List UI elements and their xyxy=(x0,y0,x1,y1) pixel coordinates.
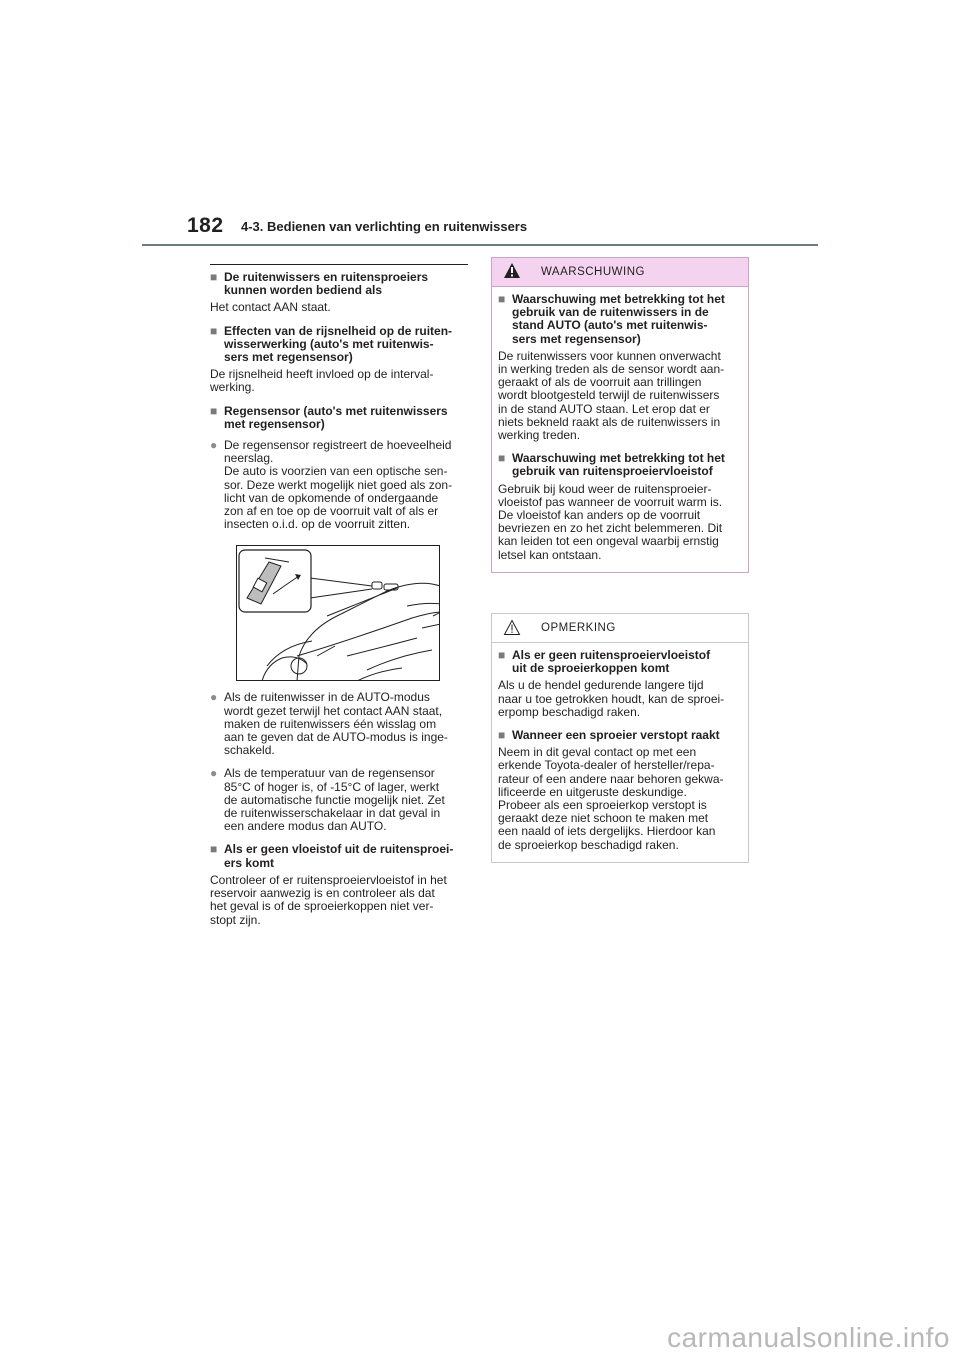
note-body xyxy=(492,643,748,862)
square-marker-icon: ■ xyxy=(498,451,506,466)
note-heading-no-fluid xyxy=(498,649,742,675)
heading-text: Wanneer een sproeier verstopt raakt xyxy=(512,728,720,743)
heading-text: Regensensor (auto's met ruitenwissers met regensensor) xyxy=(224,403,448,431)
left-column xyxy=(210,264,468,937)
heading-text: Waarschuwing met betrekking tot het gebruik van ruitensproeiervloeistof xyxy=(512,451,725,479)
heading-text: Effecten van de rijsnelheid op de ruiten- wisserwerking (auto's met ruitenwis- sers met regensensor) xyxy=(224,323,453,365)
note-header xyxy=(492,614,748,643)
car-windshield-sensor-drawing xyxy=(237,546,440,681)
heading-operable xyxy=(210,271,468,297)
bullet-text: Als de temperatuur van de regensensor 85°C of hoger is, of -15°C of lager, werkt de automatische functie mogelijk niet. Zet de ruitenwisserschakelaar in dat geval in een andere modus dan AUTO. xyxy=(224,766,445,834)
column-top-rule xyxy=(210,264,468,265)
square-marker-icon: ■ xyxy=(498,728,506,743)
warning-paragraph-auto: De ruitenwissers voor kunnen onverwacht in werking treden als de sensor wordt aan- geraakt of als de voorruit aan trillingen wordt blootgesteld terwijl de ruitenwissers in de stand AUTO staan. Let erop dat er niets bekneld raakt als de ruitenwissers in werking treden. xyxy=(498,348,725,443)
square-marker-icon: ■ xyxy=(498,648,506,662)
bullet-text: De regensensor registreert de hoeveelheid neerslag. De auto is voorzien van een optische sen- sor. Deze werkt mogelijk niet goed als zon- licht van de opkomende of ondergaande zon af en toe op de voorruit valt of als er insecten o.i.d. op de voorruit zitten. xyxy=(224,438,453,532)
heading-text: De ruitenwissers en ruitensproeiers kunnen worden bediend als xyxy=(224,270,429,298)
note-box xyxy=(491,613,749,863)
heading-speed-effect xyxy=(210,325,468,365)
paragraph-no-fluid: Controleer of er ruitensproeiervloeistof in het reservoir aanwezig is en controleer als dat het geval is of de sproeierkoppen niet ver- stopt zijn. xyxy=(210,872,447,927)
section-title: 4-3. Bedienen van verlichting en ruitenwissers xyxy=(241,219,528,234)
round-bullet-icon: ● xyxy=(210,438,218,453)
note-paragraph-clogged: Neem in dit geval contact op met een erkende Toyota-dealer of hersteller/repa- rateur of een andere naar behoren gekwa- lificeerde en uitgeruste deskundige. Probeer als een sproeierkop verstopt is geraakt deze niet schoon te maken met een naald of iets dergelijks. Hierdoor kan de sproeierkop beschadigd raken. xyxy=(498,745,724,852)
bullet-auto-mode xyxy=(210,691,468,757)
square-marker-icon: ■ xyxy=(210,403,218,418)
heading-rain-sensor xyxy=(210,405,468,431)
note-title: OPMERKING xyxy=(541,622,616,634)
square-marker-icon: ■ xyxy=(498,292,506,306)
bullet-temperature xyxy=(210,767,468,833)
heading-no-fluid xyxy=(210,843,468,869)
warning-triangle-icon xyxy=(503,262,521,279)
warning-paragraph-fluid: Gebruik bij koud weer de ruitensproeier- vloeistof pas wanneer de voorruit warm is. De vloeistof kan anders op de voorruit bevriezen en zo het zicht belemmeren. Dit kan leiden tot een ongeval waarbij ernstig letsel kan ontstaan. xyxy=(498,481,723,562)
warning-heading-fluid xyxy=(498,452,742,478)
warning-header xyxy=(492,258,748,287)
heading-text: Waarschuwing met betrekking tot het gebruik van de ruitenwissers in de stand AUTO (auto's met ruitenwis- sers met regensensor) xyxy=(512,292,725,346)
watermark: carmanualsonline.info xyxy=(667,1322,950,1353)
round-bullet-icon: ● xyxy=(210,766,218,781)
heading-text: Als er geen ruitensproeiervloeistof uit de sproeierkoppen komt xyxy=(512,648,711,676)
warning-body xyxy=(492,287,748,572)
round-bullet-icon: ● xyxy=(210,690,218,705)
warning-title: WAARSCHUWING xyxy=(541,266,645,278)
note-heading-clogged xyxy=(498,729,742,742)
header-rule xyxy=(142,244,818,246)
bullet-text: Als de ruitenwisser in de AUTO-modus wordt gezet terwijl het contact AAN staat, maken de ruitenwissers één wisslag om aan te geven dat de AUTO-modus is inge- schakeld. xyxy=(224,690,448,758)
rain-sensor-illustration xyxy=(236,545,440,681)
note-paragraph-no-fluid: Als u de hendel gedurende langere tijd naar u toe getrokken houdt, kan de sproei- erpomp beschadigd raken. xyxy=(498,678,725,719)
page-number: 182 xyxy=(187,214,224,237)
warning-heading-auto xyxy=(498,293,742,346)
bullet-rain-sensor xyxy=(210,439,468,531)
heading-text: Als er geen vloeistof uit de ruitensproei- ers komt xyxy=(224,842,454,870)
paragraph-speed-effect: De rijsnelheid heeft invloed op de interval- werking. xyxy=(210,367,434,395)
square-marker-icon: ■ xyxy=(210,323,218,338)
square-marker-icon: ■ xyxy=(210,270,218,284)
square-marker-icon: ■ xyxy=(210,842,218,857)
warning-box xyxy=(491,257,749,573)
caution-triangle-outline-icon xyxy=(503,619,521,636)
paragraph-operable: Het contact AAN staat. xyxy=(210,300,331,315)
